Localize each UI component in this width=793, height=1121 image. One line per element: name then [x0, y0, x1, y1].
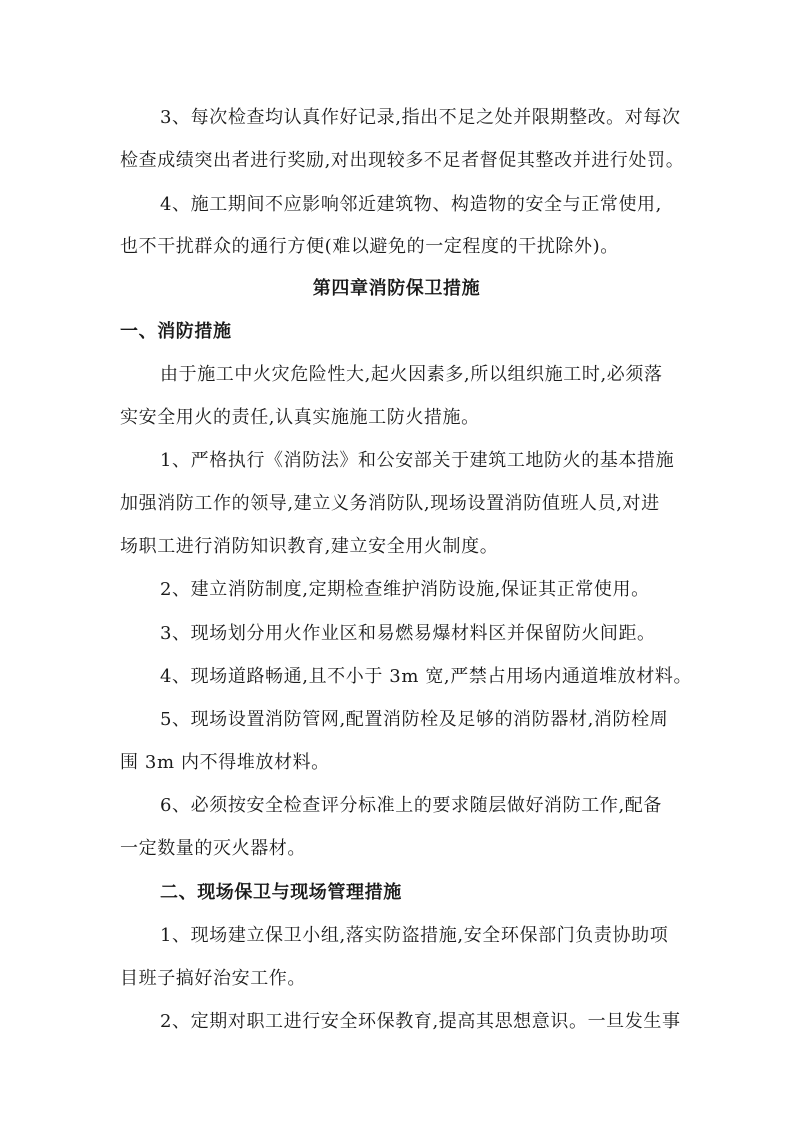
paragraph-line: 围 3m 内不得堆放材料。 — [120, 752, 330, 773]
paragraph-line: 一定数量的灭火器材。 — [120, 838, 306, 859]
section-heading: 一、消防措施 — [120, 321, 232, 342]
paragraph-line: 由于施工中火灾危险性大,起火因素多,所以组织施工时,必须落 — [160, 364, 663, 385]
paragraph-line: 5、现场设置消防管网,配置消防栓及足够的消防器材,消防栓周 — [160, 709, 669, 730]
paragraph-line: 目班子搞好治安工作。 — [120, 968, 306, 989]
paragraph-line: 也不干扰群众的通行方便(难以避免的一定程度的干扰除外)。 — [120, 236, 619, 257]
paragraph-line: 实安全用火的责任,认真实施施工防火措施。 — [120, 407, 480, 428]
paragraph-line: 3、现场划分用火作业区和易燃易爆材料区并保留防火间距。 — [160, 623, 656, 644]
paragraph-line: 4、施工期间不应影响邻近建筑物、构造物的安全与正常使用, — [160, 194, 662, 215]
paragraph-line: 2、定期对职工进行安全环保教育,提高其思想意识。一旦发生事 — [160, 1011, 681, 1032]
paragraph-line: 1、现场建立保卫小组,落实防盗措施,安全环保部门负责协助项 — [160, 925, 669, 946]
paragraph-line: 2、建立消防制度,定期检查维护消防设施,保证其正常使用。 — [160, 579, 650, 600]
section-heading: 二、现场保卫与现场管理措施 — [160, 882, 402, 903]
paragraph-line: 场职工进行消防知识教育,建立安全用火制度。 — [120, 536, 499, 557]
chapter-title: 第四章消防保卫措施 — [312, 278, 481, 299]
paragraph-line: 1、严格执行《消防法》和公安部关于建筑工地防火的基本措施 — [160, 450, 675, 471]
paragraph-line: 6、必须按安全检查评分标准上的要求随层做好消防工作,配备 — [160, 795, 662, 816]
paragraph-line: 加强消防工作的领导,建立义务消防队,现场设置消防值班人员,对进 — [120, 493, 660, 514]
paragraph-line: 4、现场道路畅通,且不小于 3m 宽,严禁占用场内通道堆放材料。 — [160, 666, 693, 687]
paragraph-line: 3、每次检查均认真作好记录,指出不足之处并限期整改。对每次 — [160, 107, 681, 128]
paragraph-line: 检查成绩突出者进行奖励,对出现较多不足者督促其整改并进行处罚。 — [120, 150, 685, 171]
